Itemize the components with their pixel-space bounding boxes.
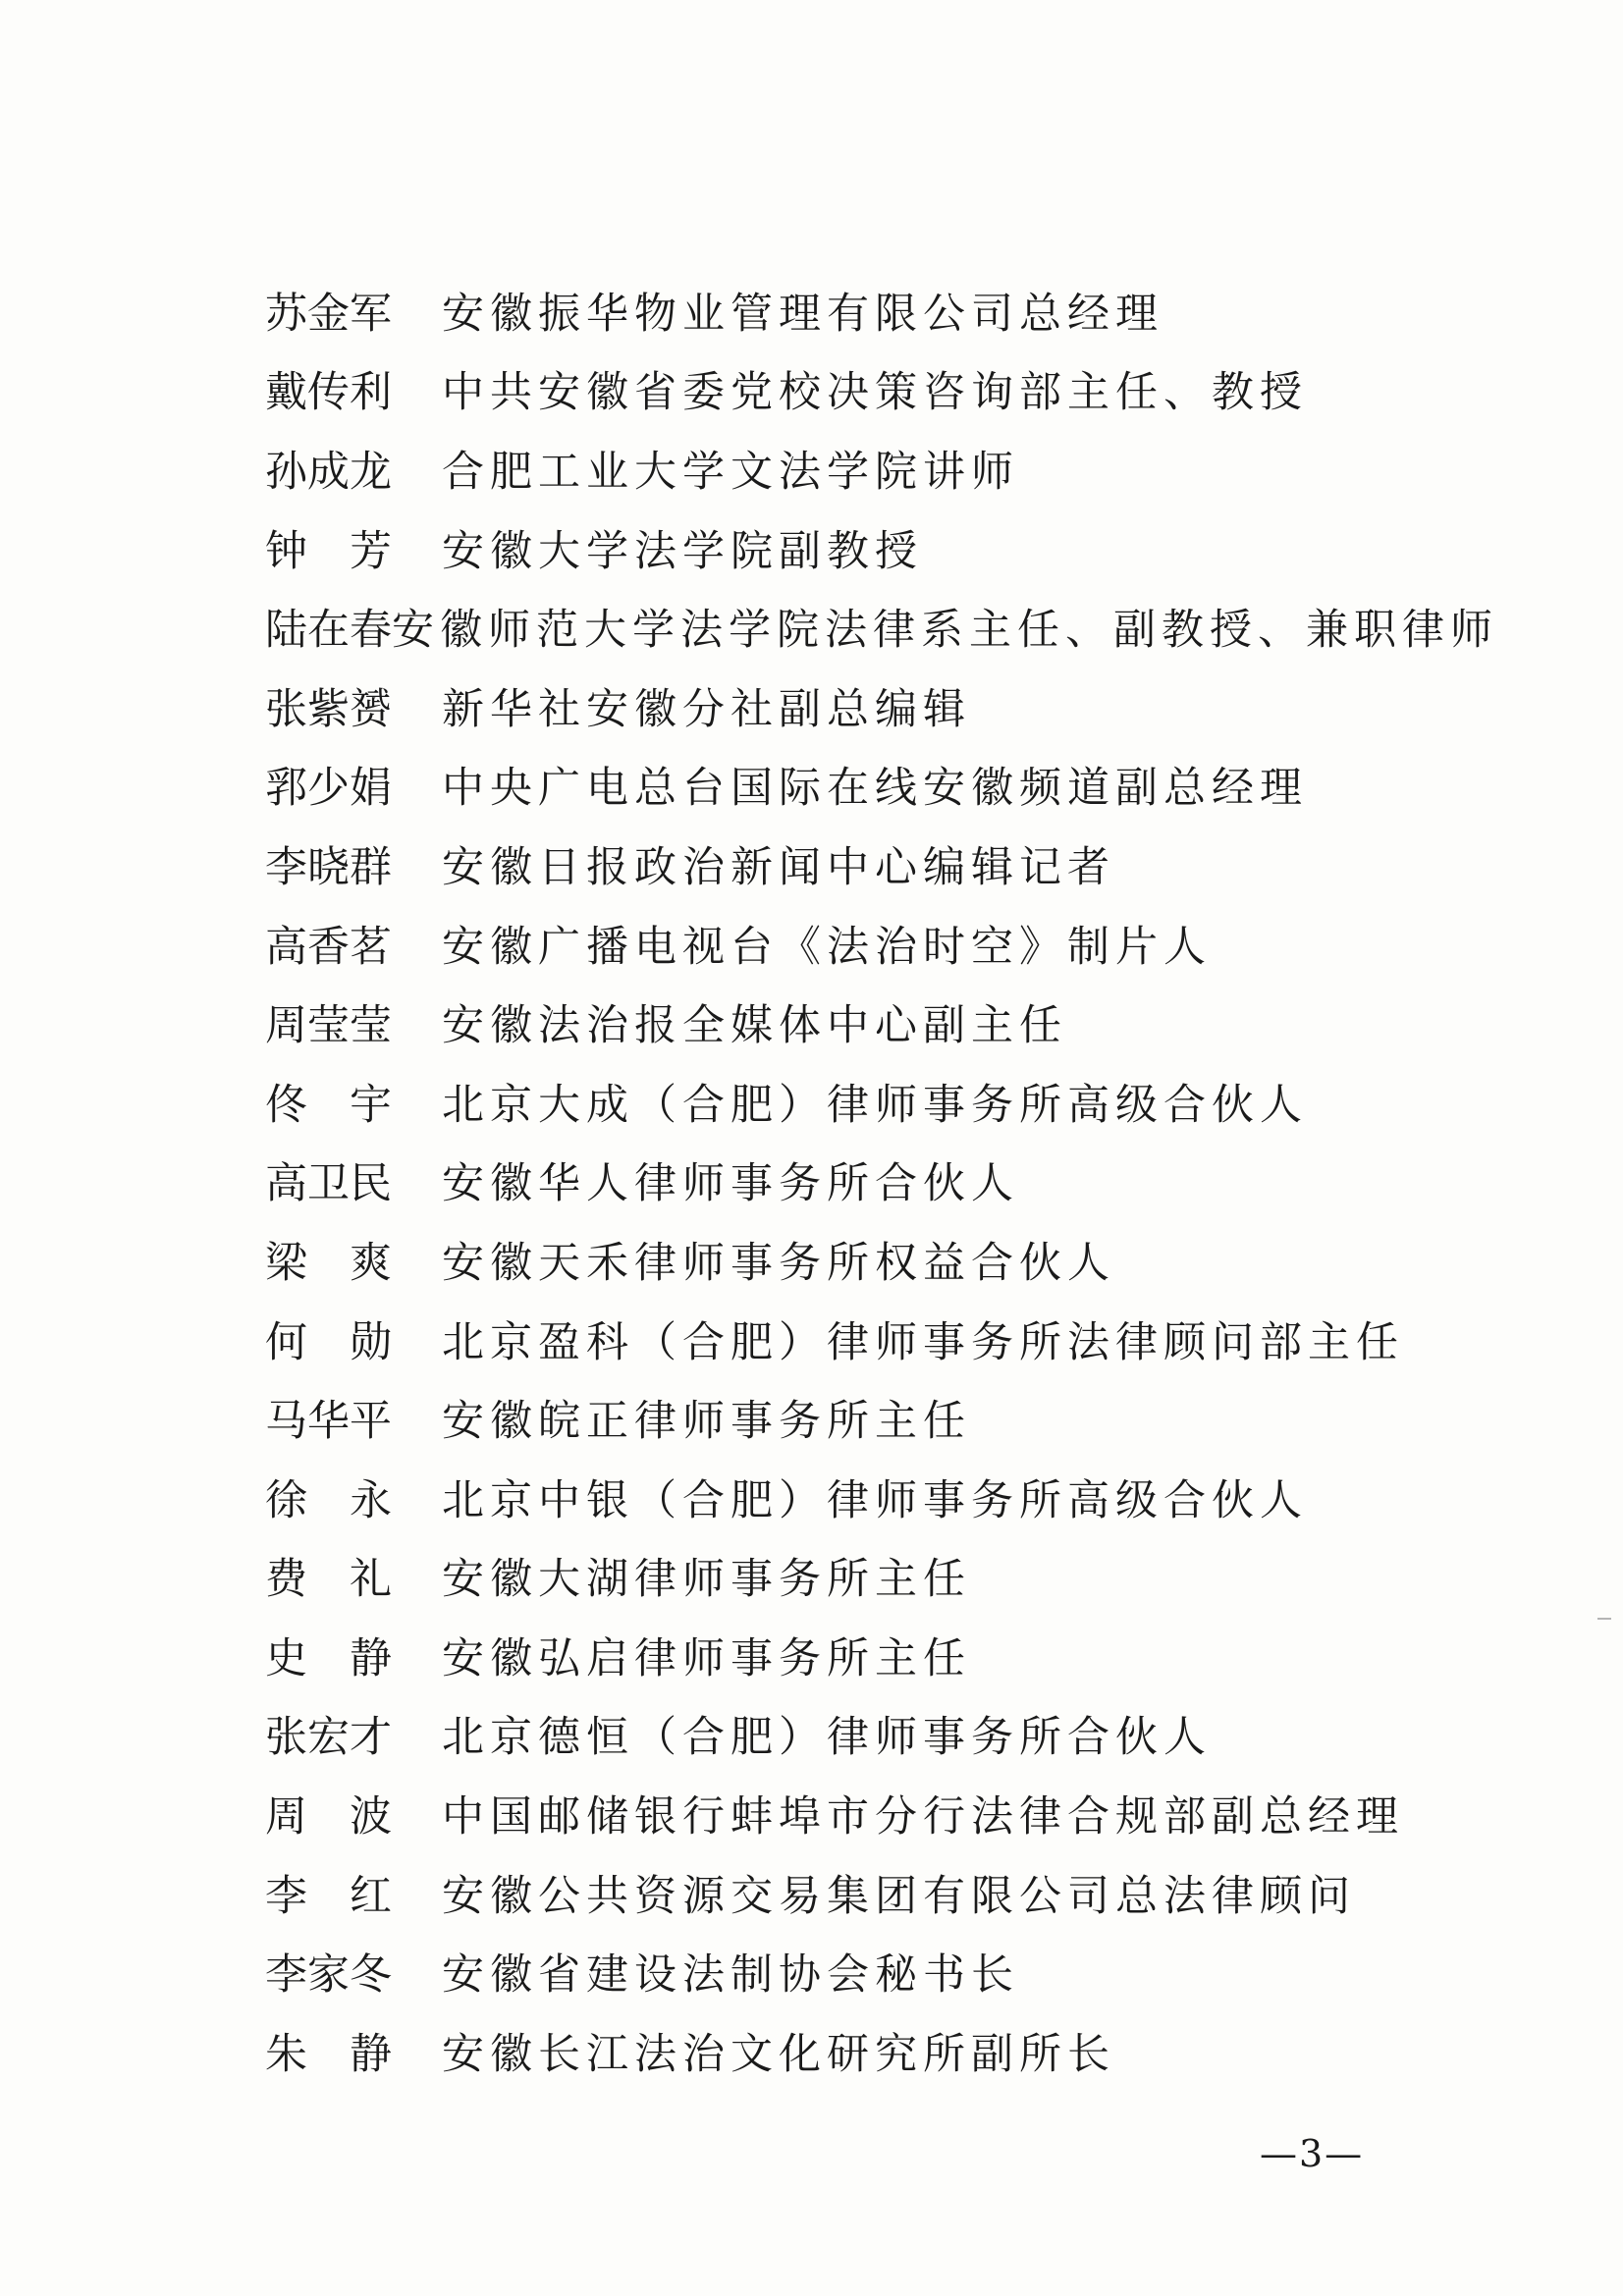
member-title: 安徽广播电视台《法治时空》制片人 [442,922,1212,972]
member-title: 安徽华人律师事务所合伙人 [442,1159,1019,1209]
list-item [265,1378,1473,1458]
member-name: 马华平 [265,1397,392,1447]
member-name: 高香茗 [265,922,392,972]
member-title: 安徽大学法学院副教授 [442,526,923,576]
member-name: 李 红 [265,1871,392,1921]
member-name: 梁 爽 [265,1238,392,1288]
list-item [265,1458,1473,1537]
member-title: 安徽弘启律师事务所主任 [442,1633,971,1683]
list-item [265,508,1473,588]
list-item [265,1853,1473,1933]
member-title: 北京大成（合肥）律师事务所高级合伙人 [442,1080,1308,1130]
member-title: 合肥工业大学文法学院讲师 [442,447,1019,497]
member-title: 安徽天禾律师事务所权益合伙人 [442,1238,1115,1288]
member-name: 周莹莹 [265,1001,392,1051]
member-name: 朱 静 [265,2029,392,2079]
list-item [265,1537,1473,1617]
list-item [265,667,1473,746]
member-title: 安徽师范大学法学院法律系主任、副教授、兼职律师 [392,606,1498,656]
list-item [265,1142,1473,1221]
member-name: 何 勋 [265,1317,392,1367]
member-name: 高卫民 [265,1159,392,1209]
member-name: 李晓群 [265,842,392,892]
scan-edge-mark [1597,1618,1611,1620]
member-title: 北京盈科（合肥）律师事务所法律顾问部主任 [442,1317,1404,1367]
member-roster [265,271,1498,2091]
list-item [265,746,1473,826]
member-title: 安徽大湖律师事务所主任 [442,1555,971,1605]
member-name: 佟 宇 [265,1080,392,1130]
member-title: 中国邮储银行蚌埠市分行法律合规部副总经理 [442,1792,1404,1842]
member-title: 安徽振华物业管理有限公司总经理 [442,289,1163,339]
member-name: 李家冬 [265,1950,392,2001]
member-name: 孙成龙 [265,447,392,497]
member-name: 费 礼 [265,1555,392,1605]
list-item [265,587,1498,667]
list-item [265,1220,1473,1300]
list-item [265,1774,1473,1853]
list-item [265,1616,1473,1695]
member-name: 钟 芳 [265,526,392,576]
list-item [265,2011,1473,2091]
member-title: 安徽省建设法制协会秘书长 [442,1950,1019,2001]
member-title: 安徽法治报全媒体中心副主任 [442,1001,1067,1051]
member-title: 安徽皖正律师事务所主任 [442,1397,971,1447]
list-item [265,1932,1473,2011]
list-item [265,1062,1473,1142]
member-name: 郛少娟 [265,764,392,814]
list-item [265,825,1473,904]
member-title: 北京中银（合肥）律师事务所高级合伙人 [442,1475,1308,1525]
member-title: 安徽公共资源交易集团有限公司总法律顾问 [442,1871,1356,1921]
list-item [265,1300,1473,1379]
list-item [265,429,1473,508]
list-item [265,271,1473,350]
member-title: 中共安徽省委党校决策咨询部主任、教授 [442,368,1308,418]
member-title: 中央广电总台国际在线安徽频道副总经理 [442,764,1308,814]
member-name: 徐 永 [265,1475,392,1525]
list-item [265,1695,1473,1775]
member-name: 张宏才 [265,1713,392,1763]
member-title: 安徽长江法治文化研究所副所长 [442,2029,1115,2079]
member-name: 戴传利 [265,368,392,418]
member-title: 安徽日报政治新闻中心编辑记者 [442,842,1115,892]
member-name: 史 静 [265,1633,392,1683]
member-name: 张紫赟 [265,684,392,734]
page-number: —3— [1260,2132,1365,2175]
list-item [265,350,1473,430]
member-name: 苏金军 [265,289,392,339]
list-item [265,904,1473,984]
member-name: 周 波 [265,1792,392,1842]
list-item [265,983,1473,1062]
member-title: 新华社安徽分社副总编辑 [442,684,971,734]
member-name: 陆在春 [265,606,392,656]
member-title: 北京德恒（合肥）律师事务所合伙人 [442,1713,1212,1763]
